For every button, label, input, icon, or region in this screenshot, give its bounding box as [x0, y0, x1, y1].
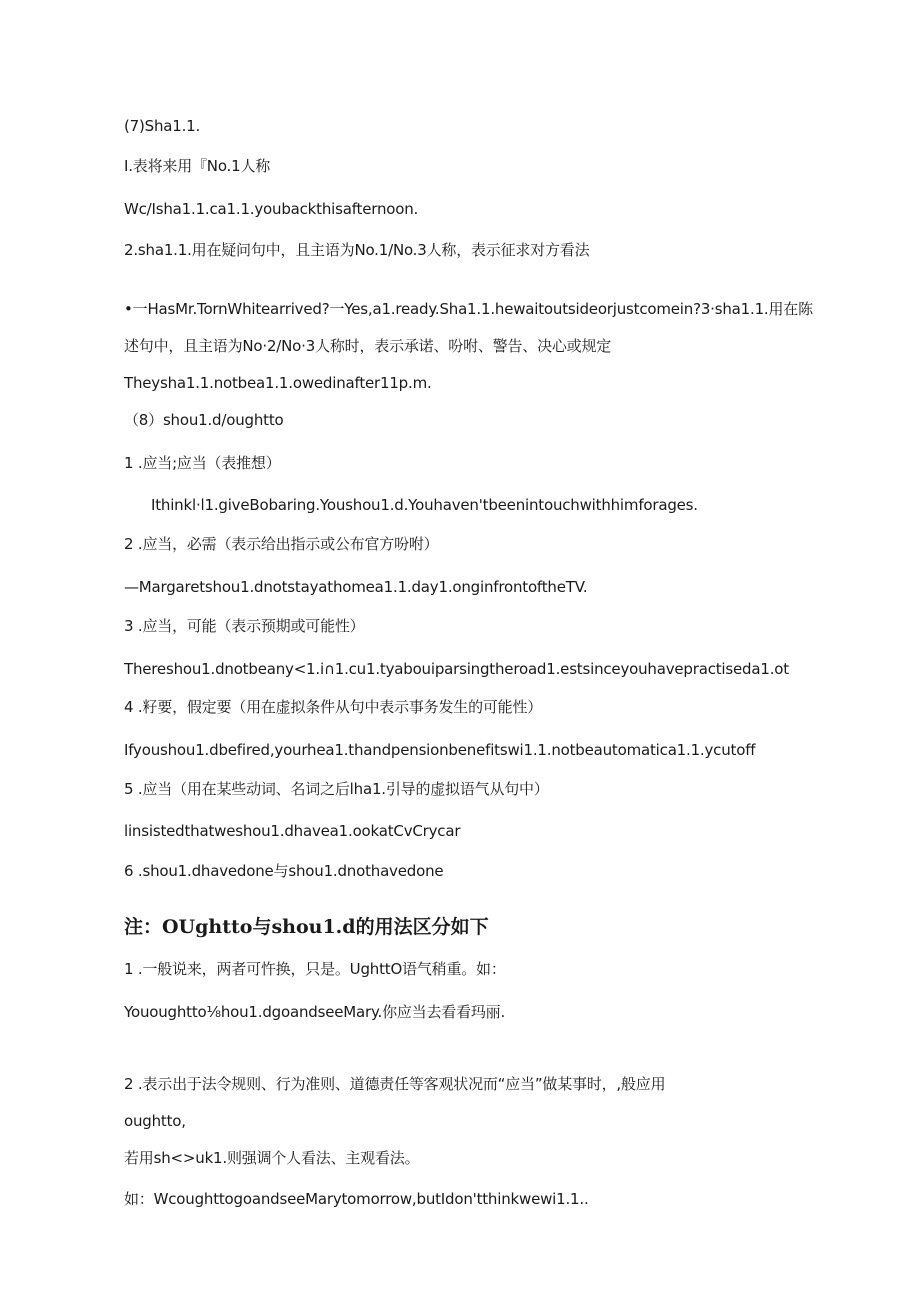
section-7-heading: (7)Sha1.1.	[124, 117, 201, 135]
example-dialogue: •一HasMr.TornWhitearrived?一Yes,a1.ready.Sha1.1.hewaitoutsideorjustcomein?3·sha1.1.用在陈	[124, 300, 813, 318]
note-2-continued: 若用sh<>uk1.则强调个人看法、主观看法。	[124, 1149, 420, 1167]
rule-2-text: 2.sha1.1.用在疑问句中，且主语为No.1/No.3人称，表示征求对方看法	[124, 241, 590, 259]
rule-1-text: I.表将来用『No.1人称	[124, 157, 271, 175]
example-sentence: Wc/Isha1.1.ca1.1.youbackthisafternoon.	[124, 200, 419, 218]
example-sentence: 如：WcoughttogoandseeMarytomorrow,butIdon'tthinkwewi1.1..	[124, 1190, 589, 1208]
example-sentence: linsistedthatweshou1.dhavea1.ookatCvCrycar	[124, 822, 461, 840]
usage-2-text: 2 .应当，必需（表示给出指示或公布官方吩咐）	[124, 535, 439, 553]
example-sentence: Thereshou1.dnotbeany<1.i∩1.cu1.tyabouiparsingtheroad1.estsinceyouhavepractiseda1.ot	[124, 660, 789, 678]
example-sentence: Yououghtto⅛hou1.dgoandseeMary.你应当去看看玛丽.	[124, 1003, 506, 1021]
usage-5-text: 5 .应当（用在某些动词、名词之后lha1.引导的虚拟语气从句中）	[124, 780, 549, 798]
usage-4-text: 4 .籽要，假定要（用在虚拟条件从句中表示事务发生的可能性）	[124, 698, 543, 716]
example-sentence: Ifyoushou1.dbefired,yourhea1.thandpensionbenefitswi1.1.notbeautomatica1.1.ycutoff	[124, 741, 756, 759]
note-2-text: 2 .表示出于法令规则、行为准则、道德责任等客观状况而“应当”做某事时，,般应用	[124, 1075, 666, 1093]
usage-6-text: 6 .shou1.dhavedone与shou1.dnothavedone	[124, 862, 444, 880]
note-1-text: 1 .一般说来，两者可忤换，只是。UghttO语气稍重。如：	[124, 960, 506, 978]
example-sentence: Ithinkl·l1.giveBobaring.Youshou1.d.Youhaven'tbeenintouchwithhimforages.	[151, 496, 698, 514]
note-heading: 注：OUghtto与shou1.d的用法区分如下	[124, 916, 489, 938]
example-sentence: —Margaretshou1.dnotstayathomea1.1.day1.onginfrontoftheTV.	[124, 578, 588, 596]
note-2-continued: oughtto,	[124, 1112, 186, 1130]
rule-3-continued: 述句中，且主语为No·2/No·3人称时，表示承诺、吩咐、警告、决心或规定	[124, 337, 612, 355]
usage-1-text: 1 .应当;应当（表推想）	[124, 454, 281, 472]
example-sentence: Theysha1.1.notbea1.1.owedinafter11p.m.	[124, 374, 432, 392]
usage-3-text: 3 .应当，可能（表示预期或可能性）	[124, 617, 365, 635]
section-8-heading: （8）shou1.d/oughtto	[124, 411, 284, 429]
